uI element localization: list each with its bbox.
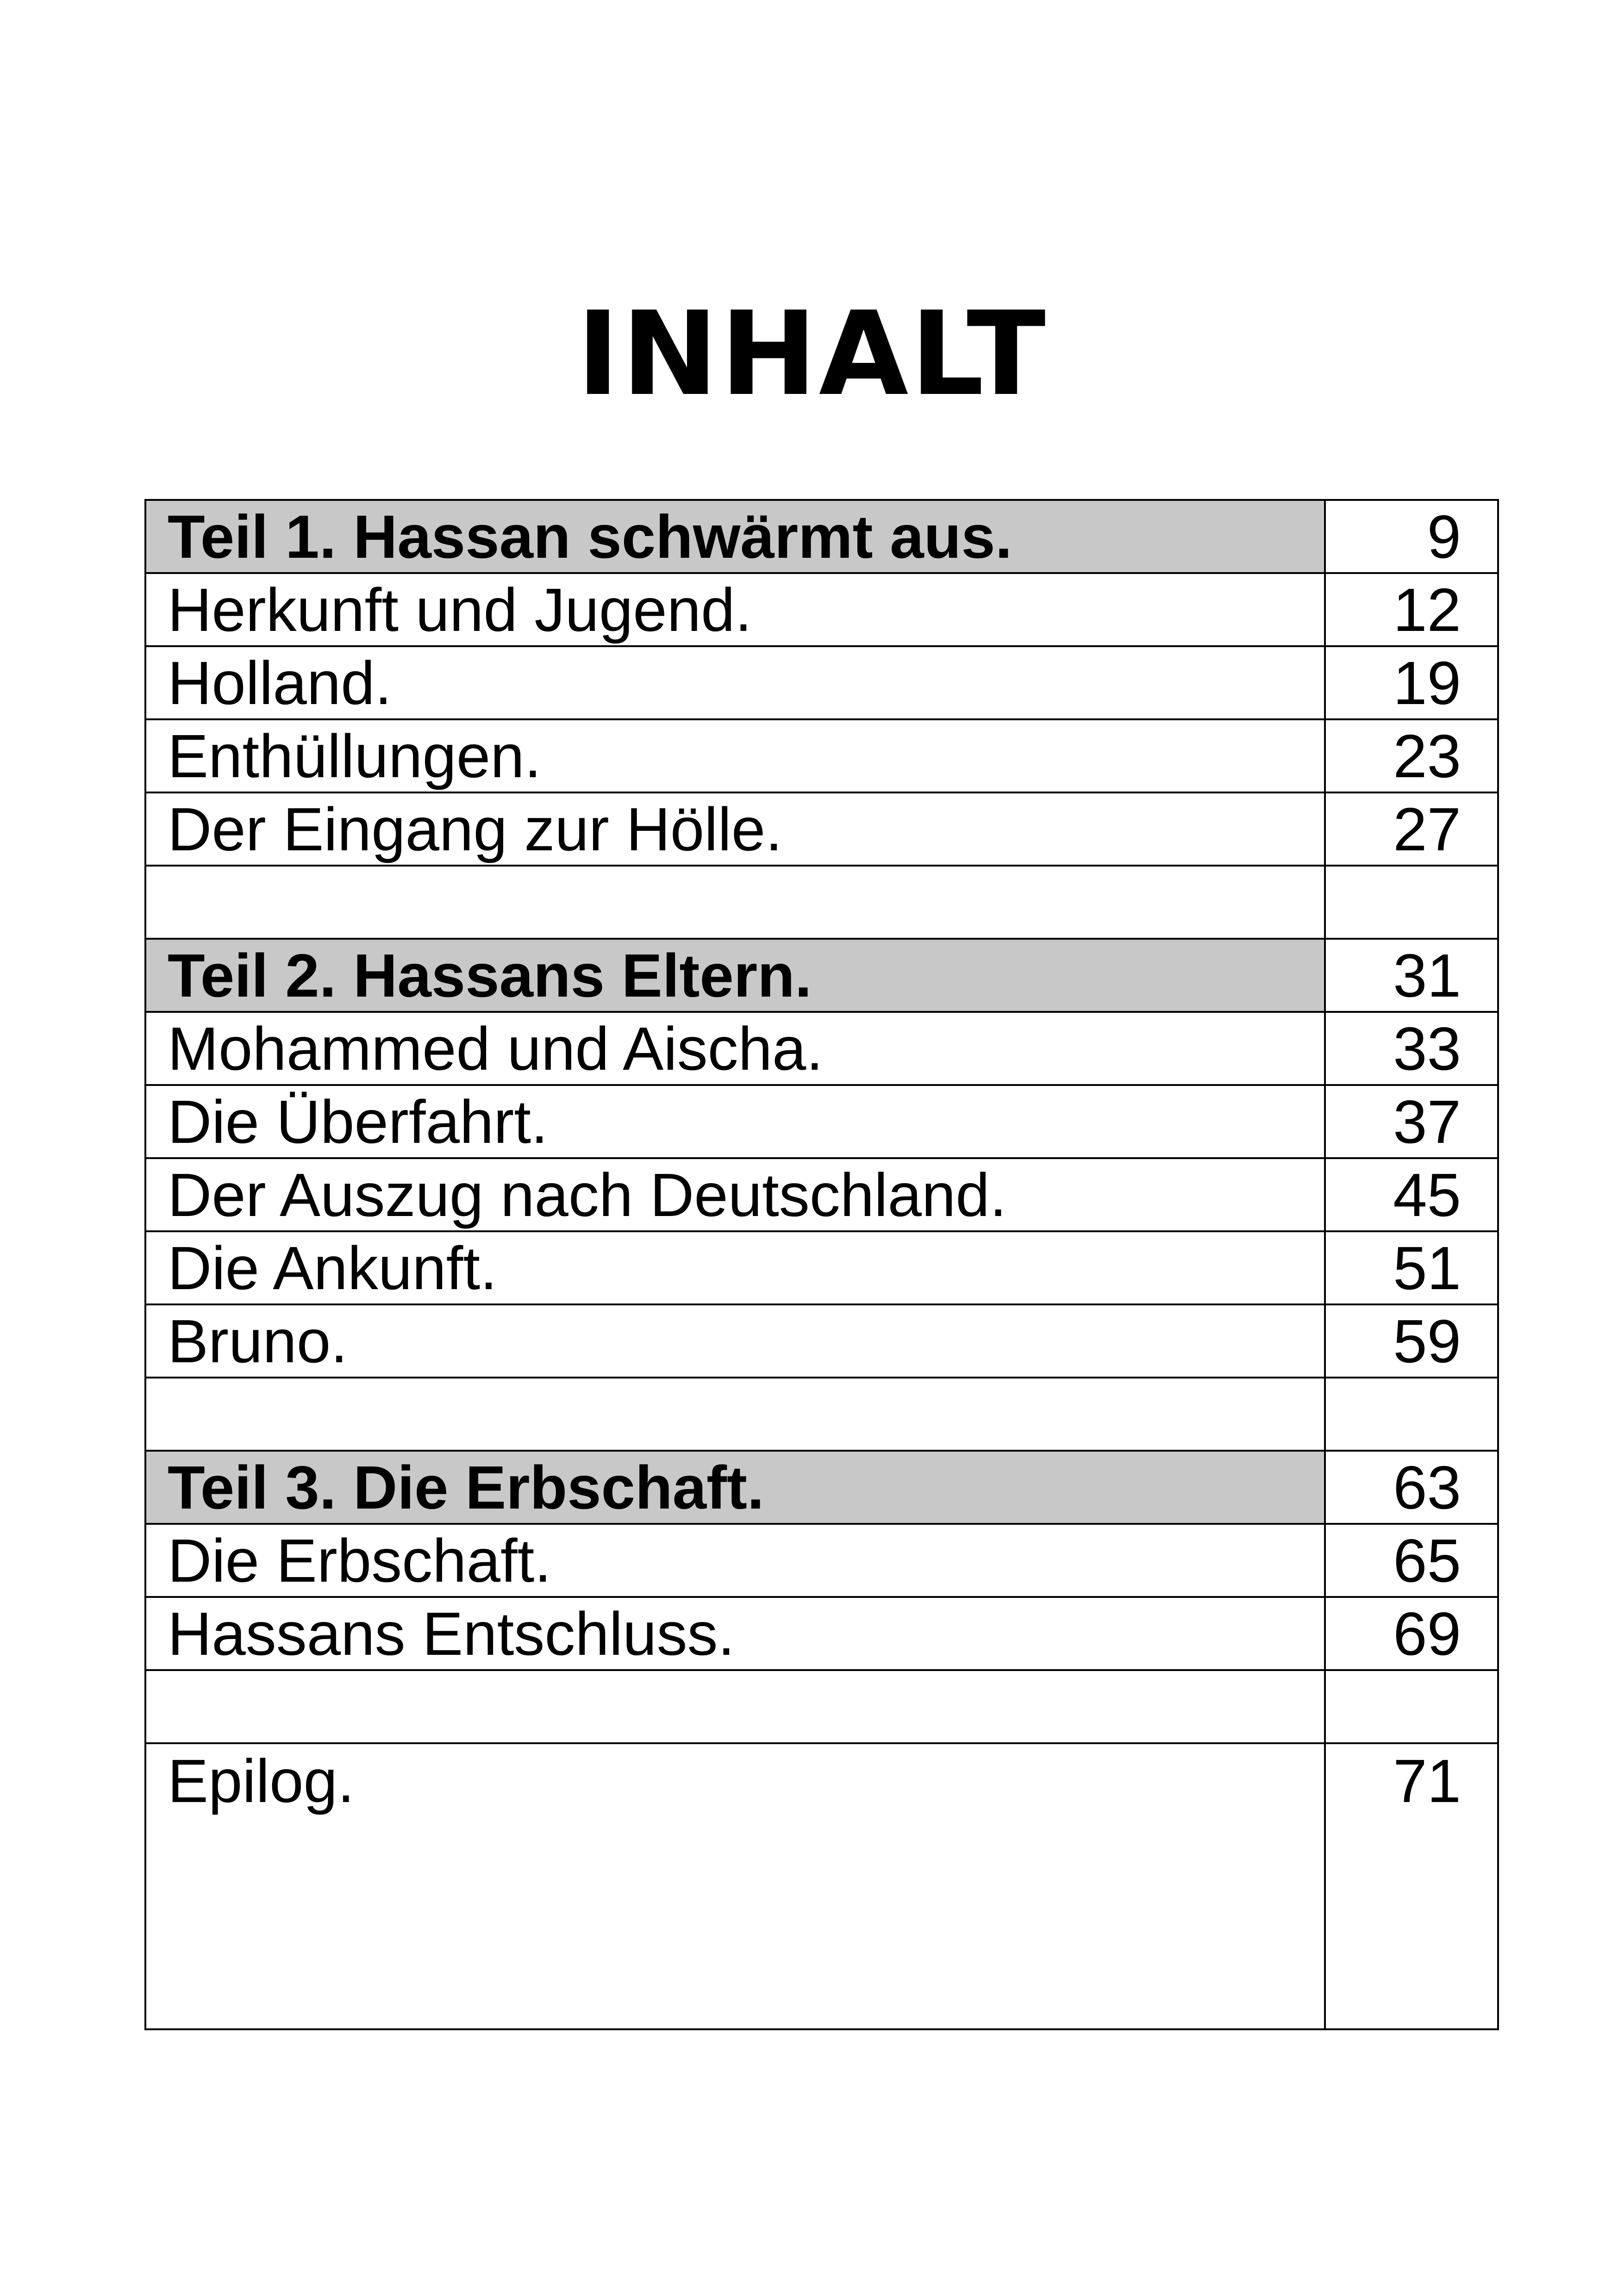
toc-row [146, 1159, 1497, 1232]
toc-entry-page [1326, 867, 1497, 938]
toc-entry-page: 9 [1427, 502, 1461, 571]
toc-entry-page: 59 [1393, 1307, 1461, 1375]
toc-entry-title: Herkunft und Jugend. [146, 574, 1326, 645]
toc-entry-page: 33 [1393, 1014, 1461, 1083]
toc-entry-title: Die Erbschaft. [146, 1525, 1326, 1596]
toc-row [146, 647, 1497, 720]
toc-entry-page: 19 [1393, 649, 1461, 717]
page-title: INHALT [576, 287, 1048, 421]
toc-entry-title: Mohammed und Aischa. [146, 1013, 1326, 1084]
toc-spacer-row [146, 1378, 1497, 1452]
toc-entry-page [1326, 1671, 1497, 1742]
toc-entry-title [146, 1671, 1326, 1742]
toc-entry-page: 31 [1393, 941, 1461, 1010]
toc-entry-page: 45 [1393, 1160, 1461, 1229]
toc-entry-page: 12 [1393, 575, 1461, 644]
toc-row-part [146, 501, 1497, 574]
toc-spacer-row [146, 867, 1497, 940]
toc-entry-title [146, 1378, 1326, 1450]
toc-entry-title: Der Auszug nach Deutschland. [146, 1159, 1326, 1230]
toc-entry-page: 27 [1393, 795, 1461, 863]
toc-spacer-row [146, 1671, 1497, 1744]
toc-row [146, 793, 1497, 867]
toc-entry-page: 51 [1393, 1234, 1461, 1302]
toc-entry-title: Epilog. [146, 1744, 1326, 2028]
toc-entry-page: 23 [1393, 722, 1461, 790]
toc-entry-title: Holland. [146, 647, 1326, 718]
toc-row [146, 1232, 1497, 1305]
toc-table [144, 499, 1499, 2030]
toc-row [146, 574, 1497, 647]
toc-entry-page: 71 [1393, 1747, 1461, 1815]
toc-entry-page: 63 [1393, 1453, 1461, 1522]
toc-entry-page: 37 [1393, 1087, 1461, 1156]
toc-row [146, 1086, 1497, 1159]
toc-row [146, 1598, 1497, 1671]
toc-entry-page: 69 [1393, 1599, 1461, 1668]
toc-row-part [146, 940, 1497, 1013]
toc-entry-title: Die Ankunft. [146, 1232, 1326, 1303]
toc-entry-title: Teil 3. Die Erbschaft. [146, 1452, 1326, 1523]
toc-entry-title: Die Überfahrt. [146, 1086, 1326, 1157]
toc-entry-page: 65 [1393, 1526, 1461, 1595]
toc-row [146, 1305, 1497, 1378]
toc-entry-title: Bruno. [146, 1305, 1326, 1377]
toc-entry-title: Enthüllungen. [146, 720, 1326, 792]
toc-row [146, 1525, 1497, 1598]
toc-entry-page [1326, 1378, 1497, 1450]
toc-row [146, 1013, 1497, 1086]
toc-entry-title: Teil 1. Hassan schwärmt aus. [146, 501, 1326, 572]
toc-row-part [146, 1452, 1497, 1525]
toc-entry-title: Teil 2. Hassans Eltern. [146, 940, 1326, 1011]
toc-row [146, 720, 1497, 793]
toc-entry-title: Hassans Entschluss. [146, 1598, 1326, 1669]
toc-entry-title [146, 867, 1326, 938]
toc-row-epilog [146, 1744, 1497, 2028]
toc-entry-title: Der Eingang zur Hölle. [146, 793, 1326, 865]
